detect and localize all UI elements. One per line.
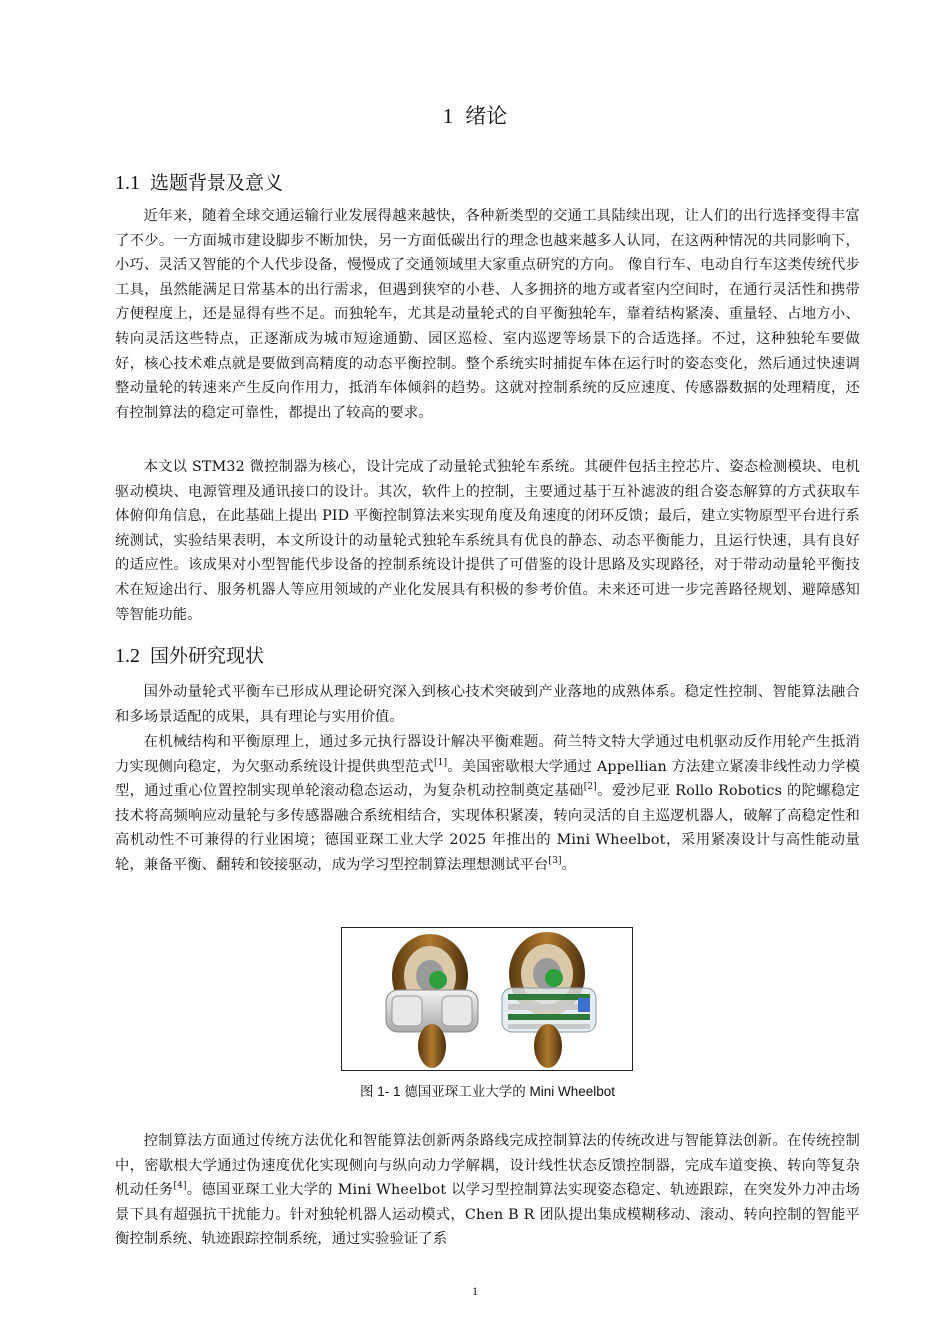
paragraph-background-2: 本文以 STM32 微控制器为核心，设计完成了动量轮式独轮车系统。其硬件包括主控芯片、姿态检测模块、电机驱动模块、电源管理及通讯接口的设计。其次，软件上的控制，主要通过基于互补滤波的组合姿态解算的方式获取车体俯仰角信息，在此基础上提出 PID 平衡控制算法来实现角度及角速度的闭环反馈；最后，建立实物原型平台进行系统测试，实验结果表明，本文所设计的动量轮式独轮车系统具有优良的静态、动态平衡能力，且运行快速，具有良好的适应性。该成果对小型智能代步设备的控制系统设计提供了可借鉴的设计思路及实现路径，对于带动动量轮平衡技术在短途出行、服务机器人等应用领域的产业化发展具有积极的参考价值。未来还可进一步完善路径规划、避障感知等智能功能。 bbox=[115, 459, 860, 623]
paragraph-overseas-1: 国外动量轮式平衡车已形成从理论研究深入到核心技术突破到产业落地的成熟体系。稳定性控制、智能算法融合和多场景适配的成果，具有理论与实用价值。 bbox=[115, 684, 860, 725]
robot-left bbox=[386, 934, 478, 1068]
page-number: 1 bbox=[472, 1284, 478, 1298]
chapter-title: 绪论 bbox=[465, 104, 508, 128]
robot-right bbox=[502, 932, 596, 1068]
section-heading-1-1 bbox=[115, 168, 283, 195]
paragraph-overseas-2: 在机械结构和平衡原理上，通过多元执行器设计解决平衡难题。荷兰特文特大学通过电机驱动反作用轮产生抵消力实现侧向稳定，为欠驱动系统设计提供典型范式[1]。美国密歇根大学通过 Appellian 方法建立紧凑非线性动力学模型，通过重心位置控制实现单轮滚动稳态运动，为复杂机动控制奠定基础[2]。爱沙尼亚 Rollo Robotics 的陀螺稳定技术将高频响应动量轮与多传感器融合系统相结合，实现体积紧凑，转向灵活的自主巡逻机器人，破解了高稳定性和高机动性不可兼得的行业困境；德国亚琛工业大学 2025 年推出的 Mini Wheelbot，采用紧凑设计与高性能动量轮，兼备平衡、翻转和铰接驱动，成为学习型控制算法理想测试平台[3]。 bbox=[115, 734, 861, 873]
citation-ref[interactable]: [2] bbox=[583, 782, 597, 793]
figure-caption: 图 1- 1 德国亚琛工业大学的 Mini Wheelbot bbox=[359, 1084, 616, 1099]
citation-ref[interactable]: [1] bbox=[433, 757, 448, 768]
figure-mini-wheelbot-image bbox=[341, 927, 633, 1071]
chapter-number: 1 bbox=[442, 104, 454, 128]
citation-ref[interactable]: [3] bbox=[548, 855, 562, 866]
paragraph-background-1: 近年来，随着全球交通运输行业发展得越来越快，各种新类型的交通工具陆续出现，让人们的出行选择变得丰富了不少。一方面城市建设脚步不断加快，另一方面低碳出行的理念也越来越多人认同，在这两种情况的共同影响下，小巧、灵活又智能的个人代步设备，慢慢成了交通领域里大家重点研究的方向。 像自行车、电动自行车这类传统代步工具，虽然能满足日常基本的出行需求，但遇到狭窄的小巷、人多拥挤的地方或者室内空间时，在通行灵活性和携带方便程度上，还是显得有些不足。而独轮车，尤其是动量轮式的自平衡独轮车，靠着结构紧凑、重量轻、占地方小、转向灵活这些特点，正逐渐成为城市短途通勤、园区巡检、室内巡逻等场景下的合适选择。不过，这种独轮车要做好，核心技术难点就是要做到高精度的动态平衡控制。整个系统实时捕捉车体在运行时的姿态变化，然后通过快速调整动量轮的转速来产生反向作用力，抵消车体倾斜的趋势。这就对控制系统的反应速度、传感器数据的处理精度，还有控制算法的稳定可靠性，都提出了较高的要求。 bbox=[115, 208, 860, 421]
section-number: 1.2 bbox=[115, 645, 140, 667]
section-title: 选题背景及意义 bbox=[150, 172, 284, 194]
section-number: 1.1 bbox=[115, 172, 140, 194]
robot-illustration bbox=[342, 928, 632, 1070]
section-title: 国外研究现状 bbox=[150, 645, 265, 667]
section-heading-1-2 bbox=[115, 641, 264, 668]
citation-ref[interactable]: [4] bbox=[173, 1181, 187, 1192]
paragraph-overseas-3: 控制算法方面通过传统方法优化和智能算法创新两条路线完成控制算法的传统改进与智能算法创新。在传统控制中，密歇根大学通过伪速度优化实现侧向与纵向动力学解耦，设计线性状态反馈控制器，完成车道变换、转向等复杂机动任务[4]。德国亚琛工业大学的 Mini Wheelbot 以学习型控制算法实现姿态稳定、轨迹跟踪，在突发外力冲击场景下具有超强抗干扰能力。针对独轮机器人运动模式，Chen B R 团队提出集成模糊移动、滚动、转向控制的智能平衡控制系统、轨迹跟踪控制系统，通过实验验证了系 bbox=[115, 1133, 860, 1248]
chapter-heading bbox=[0, 100, 950, 130]
